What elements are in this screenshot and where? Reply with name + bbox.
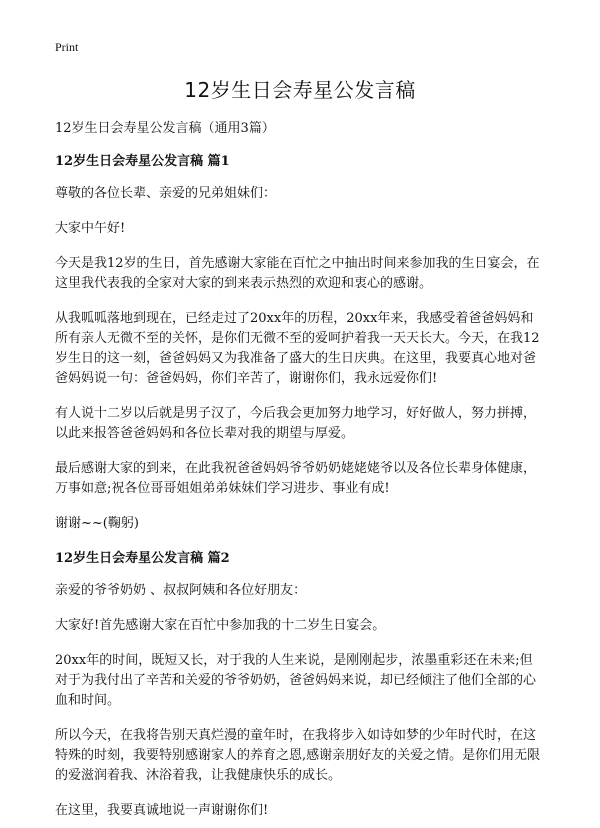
paragraph: 尊敬的各位长辈、亲爱的兄弟姐妹们： [55, 186, 277, 201]
paragraph: 大家中午好! [55, 221, 126, 236]
section-heading: 12岁生日会寿星公发言稿 篇2 [55, 551, 230, 566]
print-link[interactable]: Print [55, 40, 79, 54]
paragraph: 谢谢~~(鞠躬) [55, 516, 139, 531]
paragraph: 大家好!首先感谢大家在百忙中参加我的十二岁生日宴会。 [55, 618, 386, 633]
paragraph: 所以今天，在我将告别天真烂漫的童年时，在我将步入如诗如梦的少年时代时，在这特殊的时刻，我要特别感谢家人的养育之恩,感谢亲朋好友的关爱之情。是你们用无限的爱滋润着我、沐浴着我，让我健康快乐的成长。 [55, 728, 541, 783]
section-1 [55, 152, 545, 534]
paragraph: 从我呱呱落地到现在，已经走过了20xx年的历程，20xx年来，我感受着爸爸妈妈和所有亲人无微不至的关怀，是你们无微不至的爱呵护着我一天天长大。今天，在我12岁生日的这一刻，爸爸妈妈又为我准备了盛大的生日庆典。在这里，我要真心地对爸爸妈妈说一句：爸爸妈妈，你们辛苦了，谢谢你们，我永远爱你们! [55, 311, 540, 386]
paragraph: 有人说十二岁以后就是男子汉了，今后我会更加努力地学习，好好做人，努力拼搏，以此来报答爸爸妈妈和各位长辈对我的期望与厚爱。 [55, 406, 537, 441]
paragraph: 亲爱的爷爷奶奶 、叔叔阿姨和各位好朋友： [55, 583, 307, 598]
paragraph: 20xx年的时间，既短又长，对于我的人生来说，是刚刚起步，浓墨重彩还在未来;但对于为我付出了辛苦和关爱的爷爷奶奶，爸爸妈妈来说，却已经倾注了他们全部的心血和时间。 [55, 653, 537, 708]
section-heading: 12岁生日会寿星公发言稿 篇1 [55, 154, 230, 169]
paragraph: 最后感谢大家的到来，在此我祝爸爸妈妈爷爷奶奶姥姥姥爷以及各位长辈身体健康，万事如意;祝各位哥哥姐姐弟弟妹妹们学习进步、事业有成! [55, 461, 537, 496]
section-2 [55, 549, 545, 821]
document-subtitle: 12岁生日会寿星公发言稿（通用3篇） [55, 121, 275, 136]
page-title: 12岁生日会寿星公发言稿 [184, 78, 416, 102]
paragraph: 在这里，我要真诚地说一声谢谢你们! [55, 803, 269, 818]
paragraph: 今天是我12岁的生日，首先感谢大家能在百忙之中抽出时间来参加我的生日宴会，在这里我代表我的全家对大家的到来表示热烈的欢迎和衷心的感谢。 [55, 256, 540, 291]
